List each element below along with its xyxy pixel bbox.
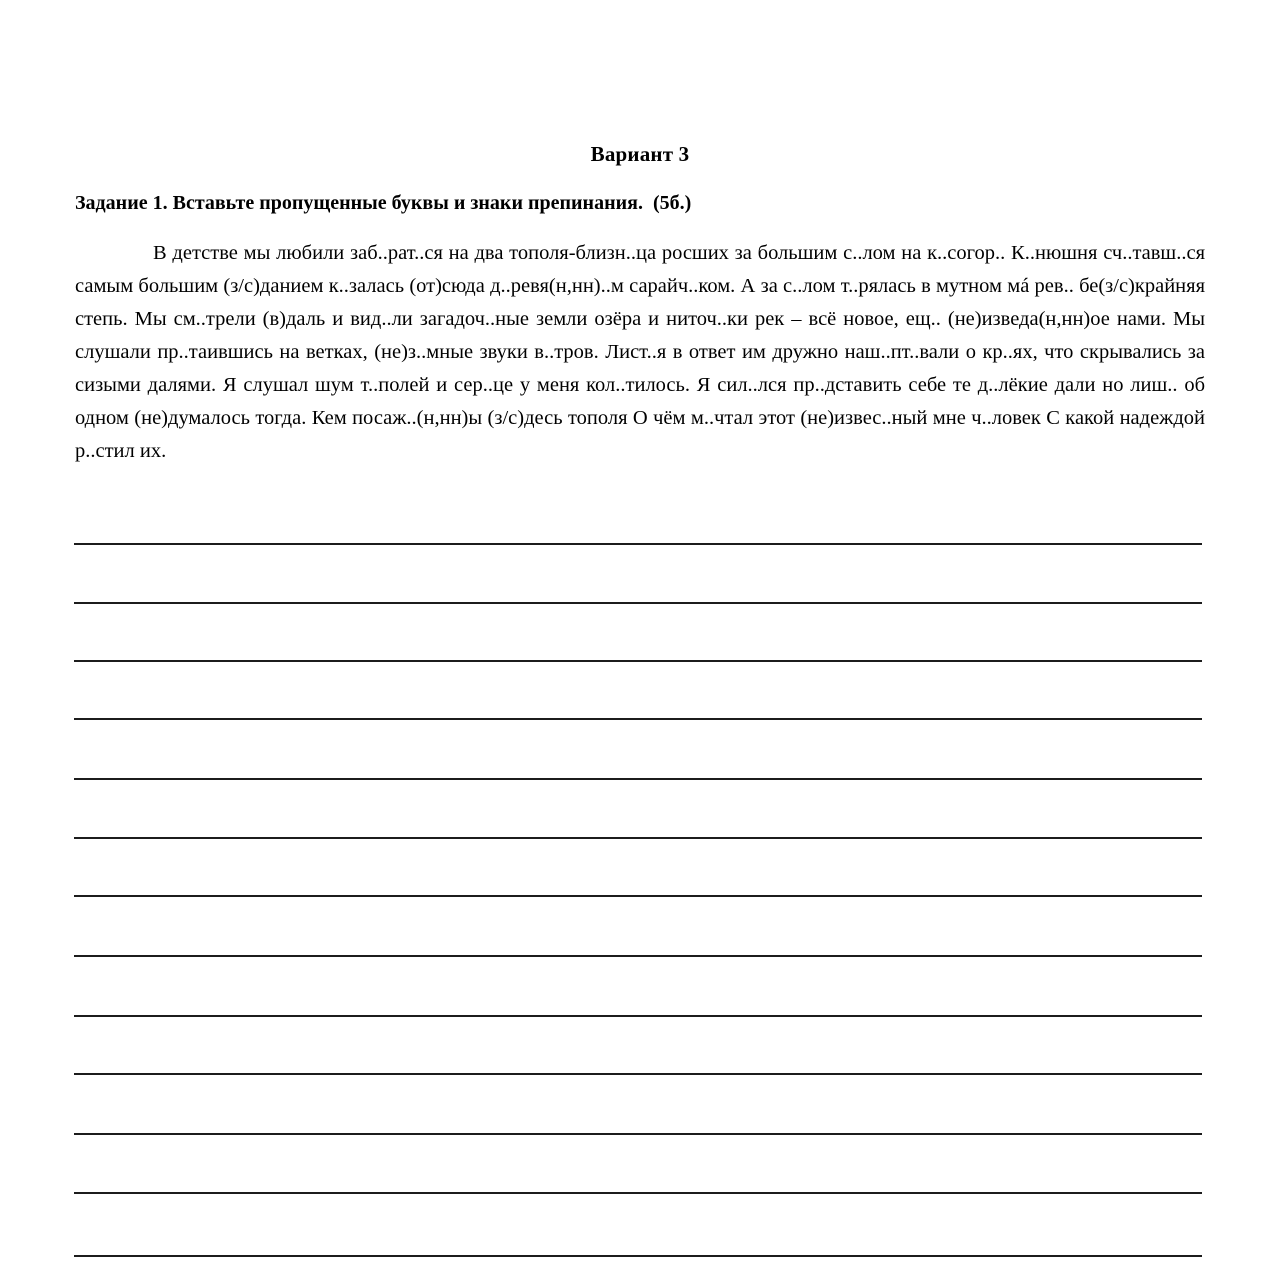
answer-line[interactable]	[74, 602, 1202, 604]
answer-line[interactable]	[74, 718, 1202, 720]
answer-line[interactable]	[74, 543, 1202, 545]
answer-line[interactable]	[74, 837, 1202, 839]
answer-line[interactable]	[74, 660, 1202, 662]
answer-line[interactable]	[74, 1015, 1202, 1017]
answer-line[interactable]	[74, 778, 1202, 780]
answer-line[interactable]	[74, 1255, 1202, 1257]
document-content	[75, 0, 1205, 468]
answer-line[interactable]	[74, 1133, 1202, 1135]
answer-line[interactable]	[74, 1192, 1202, 1194]
answer-line[interactable]	[74, 895, 1202, 897]
exercise-body-text: В детстве мы любили заб..рат..ся на два тополя-близн..ца росших за большим с..лом на к..согор.. К..нюшня сч..тавш..ся самым большим (з/с)данием к..залась (от)сюда д..ревя(н,нн)..м сарайч..ком. А за с..лом т..рялась в мутном мá рев.. бе(з/с)крайняя степь. Мы см..трели (в)даль и вид..ли загадоч..ные земли озёра и ниточ..ки рек – всё новое, ещ.. (не)изведа(н,нн)ое нами. Мы слушали пр..таившись на ветках, (не)з..мные звуки в..тров. Лист..я в ответ им дружно наш..пт..вали о кр..ях, что скрывались за сизыми далями. Я слушал шум т..полей и сер..це у меня кол..тилось. Я сил..лся пр..дставить себе те д..лёкие дали но лиш.. об одном (не)думалось тогда. Кем посаж..(н,нн)ы (з/с)десь тополя О чём м..чтал этот (не)извес..ный мне ч..ловек С какой надеждой р..стил их.	[75, 242, 1205, 463]
answer-line[interactable]	[74, 955, 1202, 957]
task-heading: Задание 1. Вставьте пропущенные буквы и знаки препинания. (5б.)	[75, 192, 692, 215]
answer-line[interactable]	[74, 1073, 1202, 1075]
page-title: Вариант 3	[590, 142, 690, 166]
